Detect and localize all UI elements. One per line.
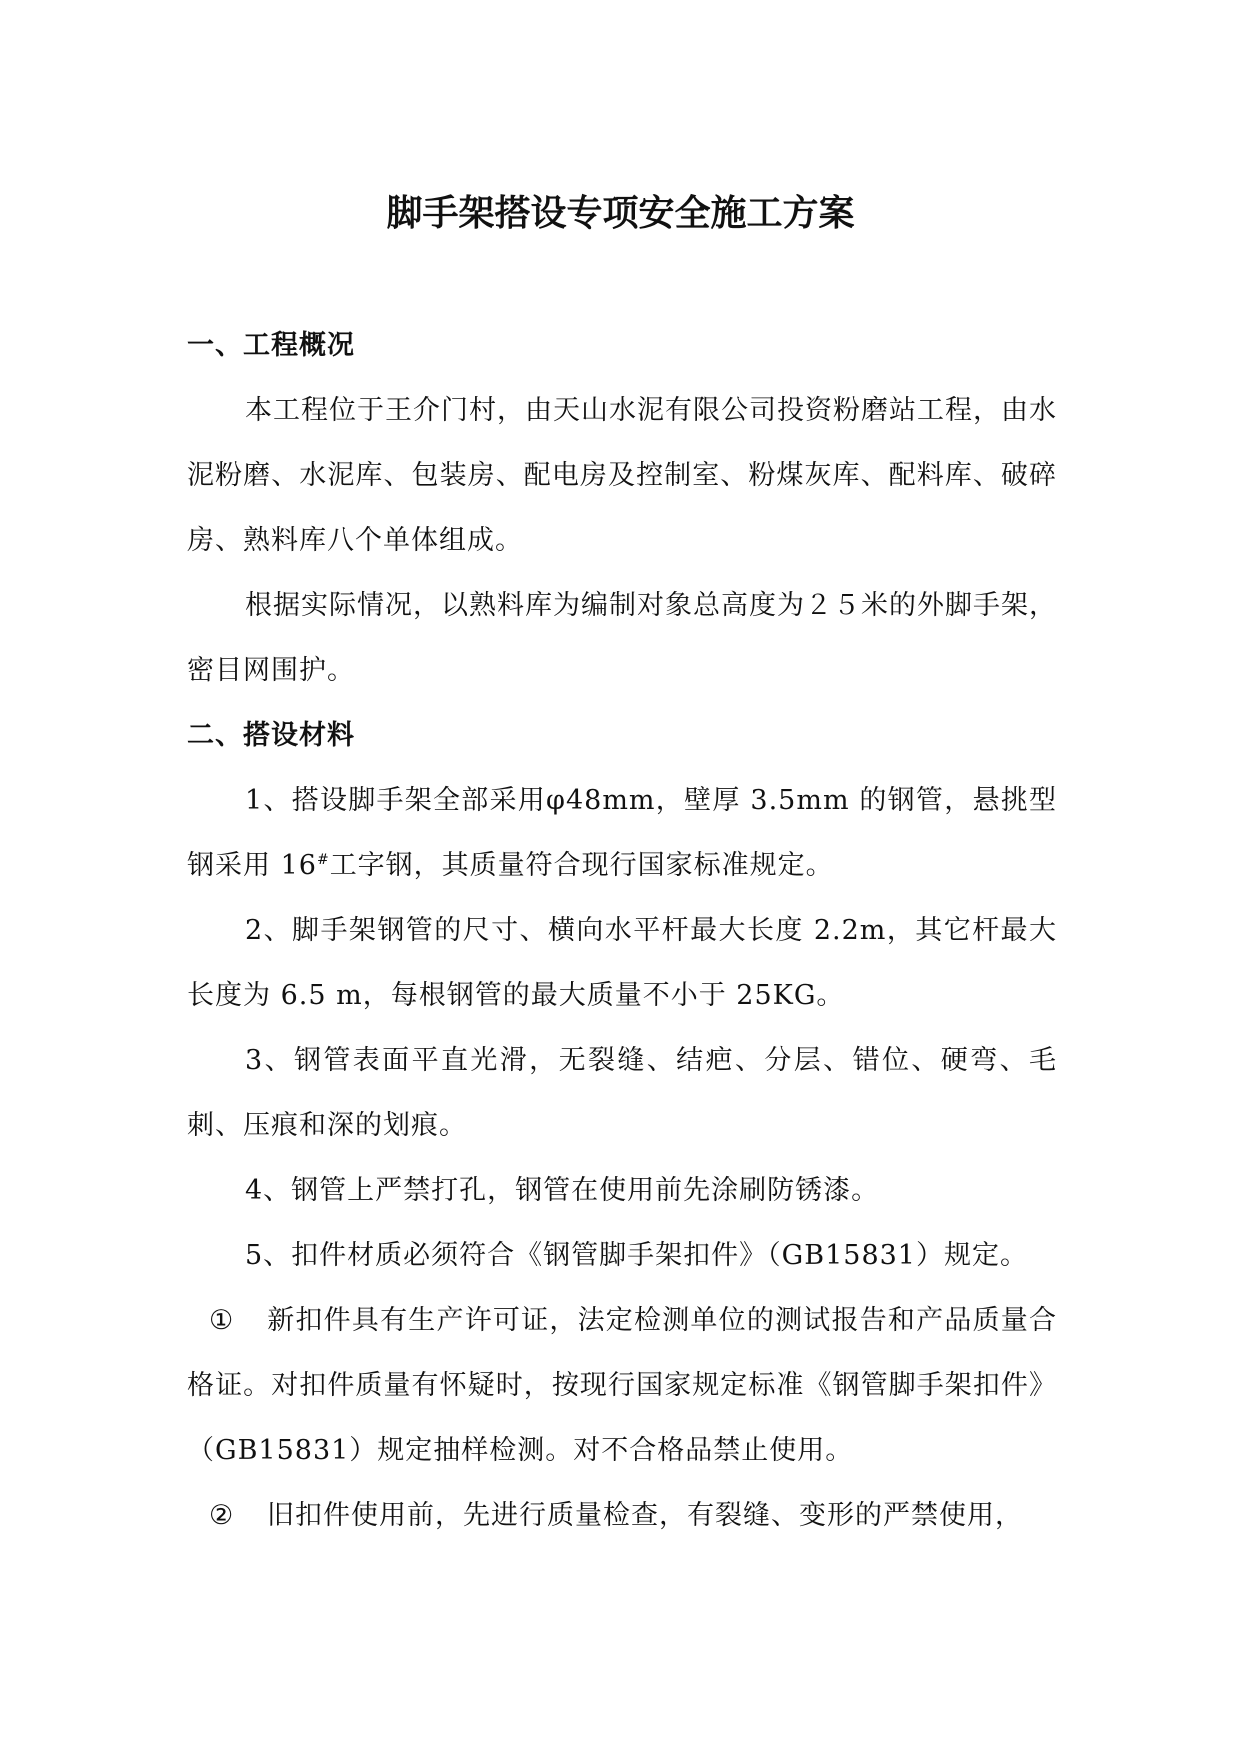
paragraph-2: 2、脚手架钢管的尺寸、横向水平杆最大长度 2.2m，其它杆最大长度为 6.5 m，每根钢管的最大质量不小于 25KG。 bbox=[187, 915, 1057, 1011]
paragraph-1 bbox=[187, 768, 1057, 898]
paragraph-1-cont-a: 钢采用 16 bbox=[187, 850, 317, 881]
list-item-text: 新扣件具有生产许可证，法定检测单位的测试报告和产品质量合格证。对扣件质量有怀疑时，按现行国家规定标准《钢管脚手架扣件》（GB15831）规定抽样检测。对不合格品禁止使用。 bbox=[187, 1305, 1057, 1466]
list-item bbox=[187, 1483, 1057, 1548]
section-heading-materials: 二、搭设材料 bbox=[187, 720, 355, 751]
paragraph-5: 5、扣件材质必须符合《钢管脚手架扣件》（GB15831）规定。 bbox=[245, 1240, 1028, 1271]
paragraph: 根据实际情况，以熟料库为编制对象总高度为２５米的外脚手架，密目网围护。 bbox=[187, 590, 1057, 686]
paragraph-1-text: 1、搭设脚手架全部采用φ48mm，壁厚 3.5mm 的钢管，悬挑型 bbox=[245, 785, 1057, 816]
document-title: 脚手架搭设专项安全施工方案 bbox=[386, 192, 855, 234]
list-item-text: 旧扣件使用前，先进行质量检查，有裂缝、变形的严禁使用， bbox=[267, 1500, 1023, 1531]
section-heading-overview: 一、工程概况 bbox=[187, 330, 355, 361]
paragraph-1-cont-b: 工字钢，其质量符合现行国家标准规定。 bbox=[329, 850, 834, 881]
list-marker: ① bbox=[209, 1305, 235, 1336]
paragraph-4: 4、钢管上严禁打孔，钢管在使用前先涂刷防锈漆。 bbox=[245, 1175, 880, 1206]
list-marker: ② bbox=[209, 1500, 235, 1531]
list-item bbox=[187, 1288, 1057, 1483]
document-body bbox=[187, 313, 1057, 1548]
paragraph-3: 3、钢管表面平直光滑，无裂缝、结疤、分层、错位、硬弯、毛刺、压痕和深的划痕。 bbox=[187, 1045, 1057, 1141]
paragraph-1-superscript: # bbox=[316, 852, 330, 868]
paragraph: 本工程位于王介门村，由天山水泥有限公司投资粉磨站工程，由水泥粉磨、水泥库、包装房、配电房及控制室、粉煤灰库、配料库、破碎房、熟料库八个单体组成。 bbox=[187, 395, 1057, 556]
